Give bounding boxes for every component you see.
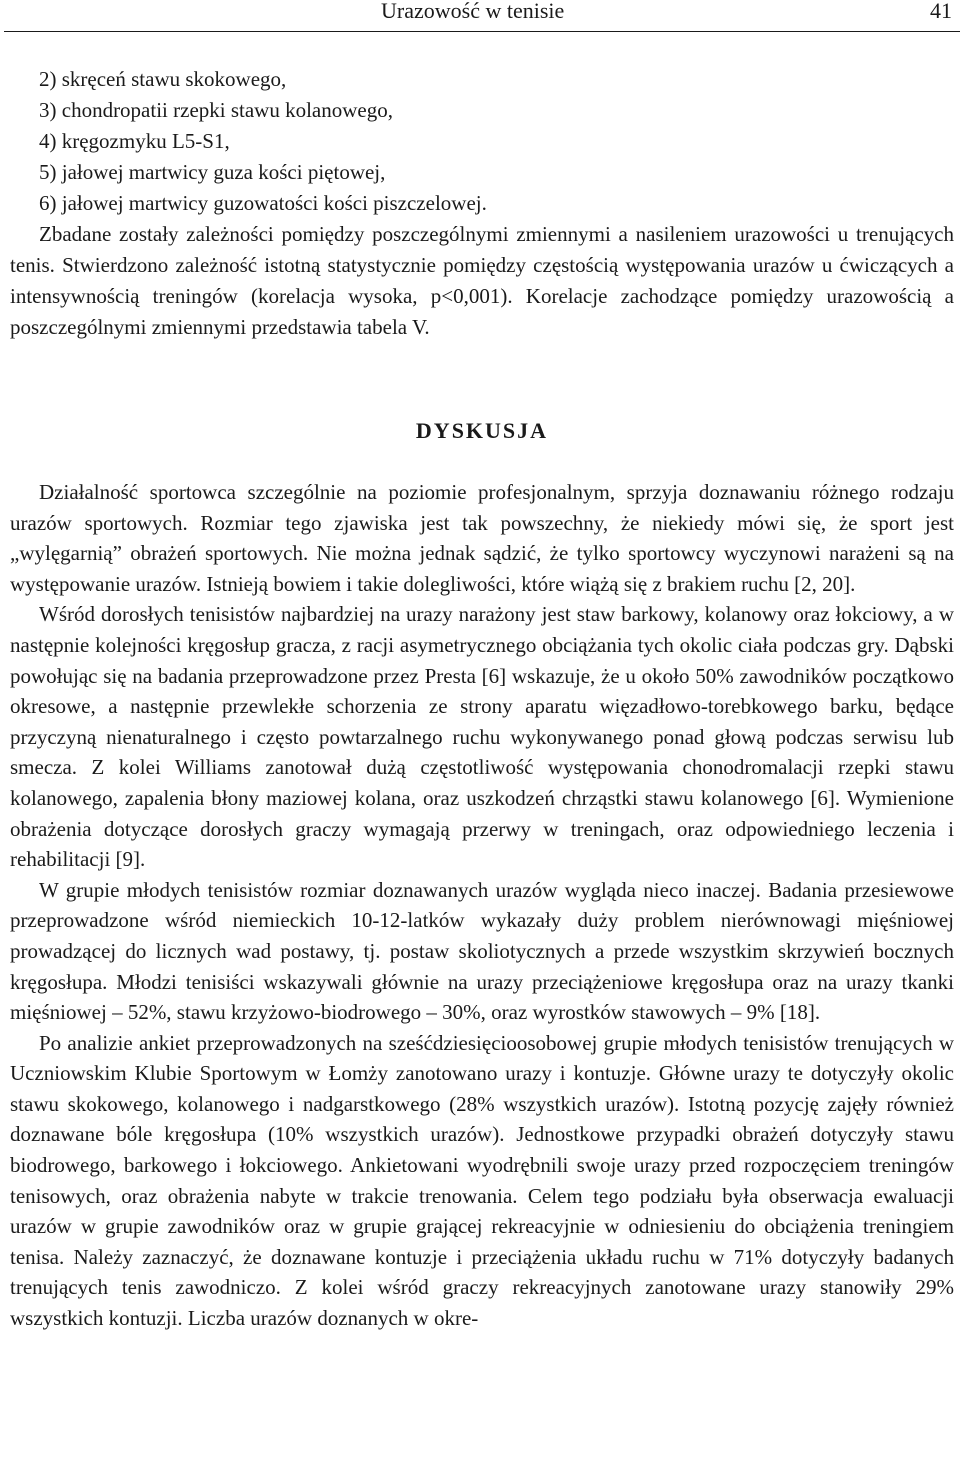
discussion-paragraph: W grupie młodych tenisistów rozmiar doznawanych urazów wygląda nieco inaczej. Badania przesiewowe przeprowadzone wśród niemieckich 10-12-latków wykazały duży problem nierównowagi mięśniowej prowadzącej do licznych wad postawy, tj. postaw skoliotycznych a przede wszystkim skrzywień bocznych kręgosłupa. Młodzi tenisiści wskazywali głównie na urazy przeciążeniowe kręgosłupa oraz na urazy tkanki mięśniowej – 52%, stawu krzyżowo-biodrowego – 30%, oraz wyrostków stawowych – 9% [18]. <box>10 877 954 1025</box>
list-item: 3) chondropatii rzepki stawu kolanowego, <box>39 98 393 122</box>
discussion-paragraph: Wśród dorosłych tenisistów najbardziej na urazy narażony jest staw barkowy, kolanowy oraz łokciowy, a w następnie kolejności kręgosłup gracza, z racji asymetrycznego obciążania tych okolic ciała podczas gry. Dąbski powołując się na badania przeprowadzone przez Presta [6] wskazuje, że u około 50% zawodników początkowo okresowe, a następnie przewlekłe schorzenia ze strony aparatu więzadłowo-torebkowego barku, będące przyczyną nienaturalnego i często powtarzalnego ruchu wykonywanego ponad głową podczas serwisu lub smecza. Z kolei Williams zanotował dużą częstotliwość występowania chonodromalacji rzepki stawu kolanowego, zapalenia błony maziowej kolana, oraz uszkodzeń chrząstki stawu kolanowego [6]. Wymienione obrażenia dotyczące dorosłych graczy wymagają przerwy w treningach, oraz odpowiedniego leczenia i rehabilitacji [9]. <box>10 602 954 872</box>
list-item: 5) jałowej martwicy guza kości piętowej, <box>39 160 386 184</box>
running-header <box>4 0 960 32</box>
list-item: 6) jałowej martwicy guzowatości kości piszczelowej. <box>39 191 487 215</box>
section-heading-discussion: DYSKUSJA <box>415 418 549 443</box>
findings-list <box>10 64 954 219</box>
discussion-section <box>10 477 954 1334</box>
discussion-paragraph: Działalność sportowca szczególnie na poziomie profesjonalnym, sprzyja doznawaniu różnego rodzaju urazów sportowych. Rozmiar tego zjawiska jest tak powszechny, że niekiedy mówi się, że sport jest „wylęgarnią” obrażeń sportowych. Nie można jednak sądzić, że tylko sportowcy wyczynowi narażeni są na występowanie urazów. Istnieją bowiem i takie dolegliwości, które wiążą się z brakiem ruchu [2, 20]. <box>10 480 954 596</box>
list-item: 4) kręgozmyku L5-S1, <box>39 129 230 153</box>
results-paragraph: Zbadane zostały zależności pomiędzy poszczególnymi zmiennymi a nasileniem urazowości u trenujących tenis. Stwierdzono zależność istotną statystycznie pomiędzy częstością występowania urazów u ćwiczących a intensywnością treningów (korelacja wysoka, p<0,001). Korelacje zachodzące pomiędzy urazowością a poszczególnymi zmiennymi przedstawia tabela V. <box>10 222 954 339</box>
page-number: 41 <box>930 0 952 23</box>
discussion-paragraph: Po analizie ankiet przeprowadzonych na sześćdziesięcioosobowej grupie młodych tenisistów trenujących w Uczniowskim Klubie Sportowym w Łomży zanotowano urazy i kontuzje. Główne urazy te dotyczyły okolic stawu skokowego, kolanowego i nadgarstkowego (28% wszystkich urazów). Istotną pozycję zajęły również doznawane bóle kręgosłupa (10% wszystkich urazów). Jednostkowe przypadki obrażeń dotyczyły stawu biodrowego, barkowego i łokciowego. Ankietowani wyodrębnili swoje urazy przed rozpoczęciem treningów tenisowych, oraz obrażenia nabyte w trakcie trenowania. Celem tego podziału była obserwacja ewaluacji urazów w grupie zawodników oraz w grupie grającej rekreacyjnie w odniesieniu do obciążenia treningiem tenisa. Należy zaznaczyć, że doznawane kontuzje i przeciążenia układu ruchu w 71% dotyczyły badanych trenujących tenis zawodniczo. Z kolei wśród graczy rekreacyjnych zanotowane urazy stanowiły 29% wszystkich kontuzji. Liczba urazów doznanych w okre- <box>10 1030 954 1331</box>
list-item: 2) skręceń stawu skokowego, <box>39 67 287 91</box>
running-title: Urazowość w tenisie <box>381 0 565 23</box>
